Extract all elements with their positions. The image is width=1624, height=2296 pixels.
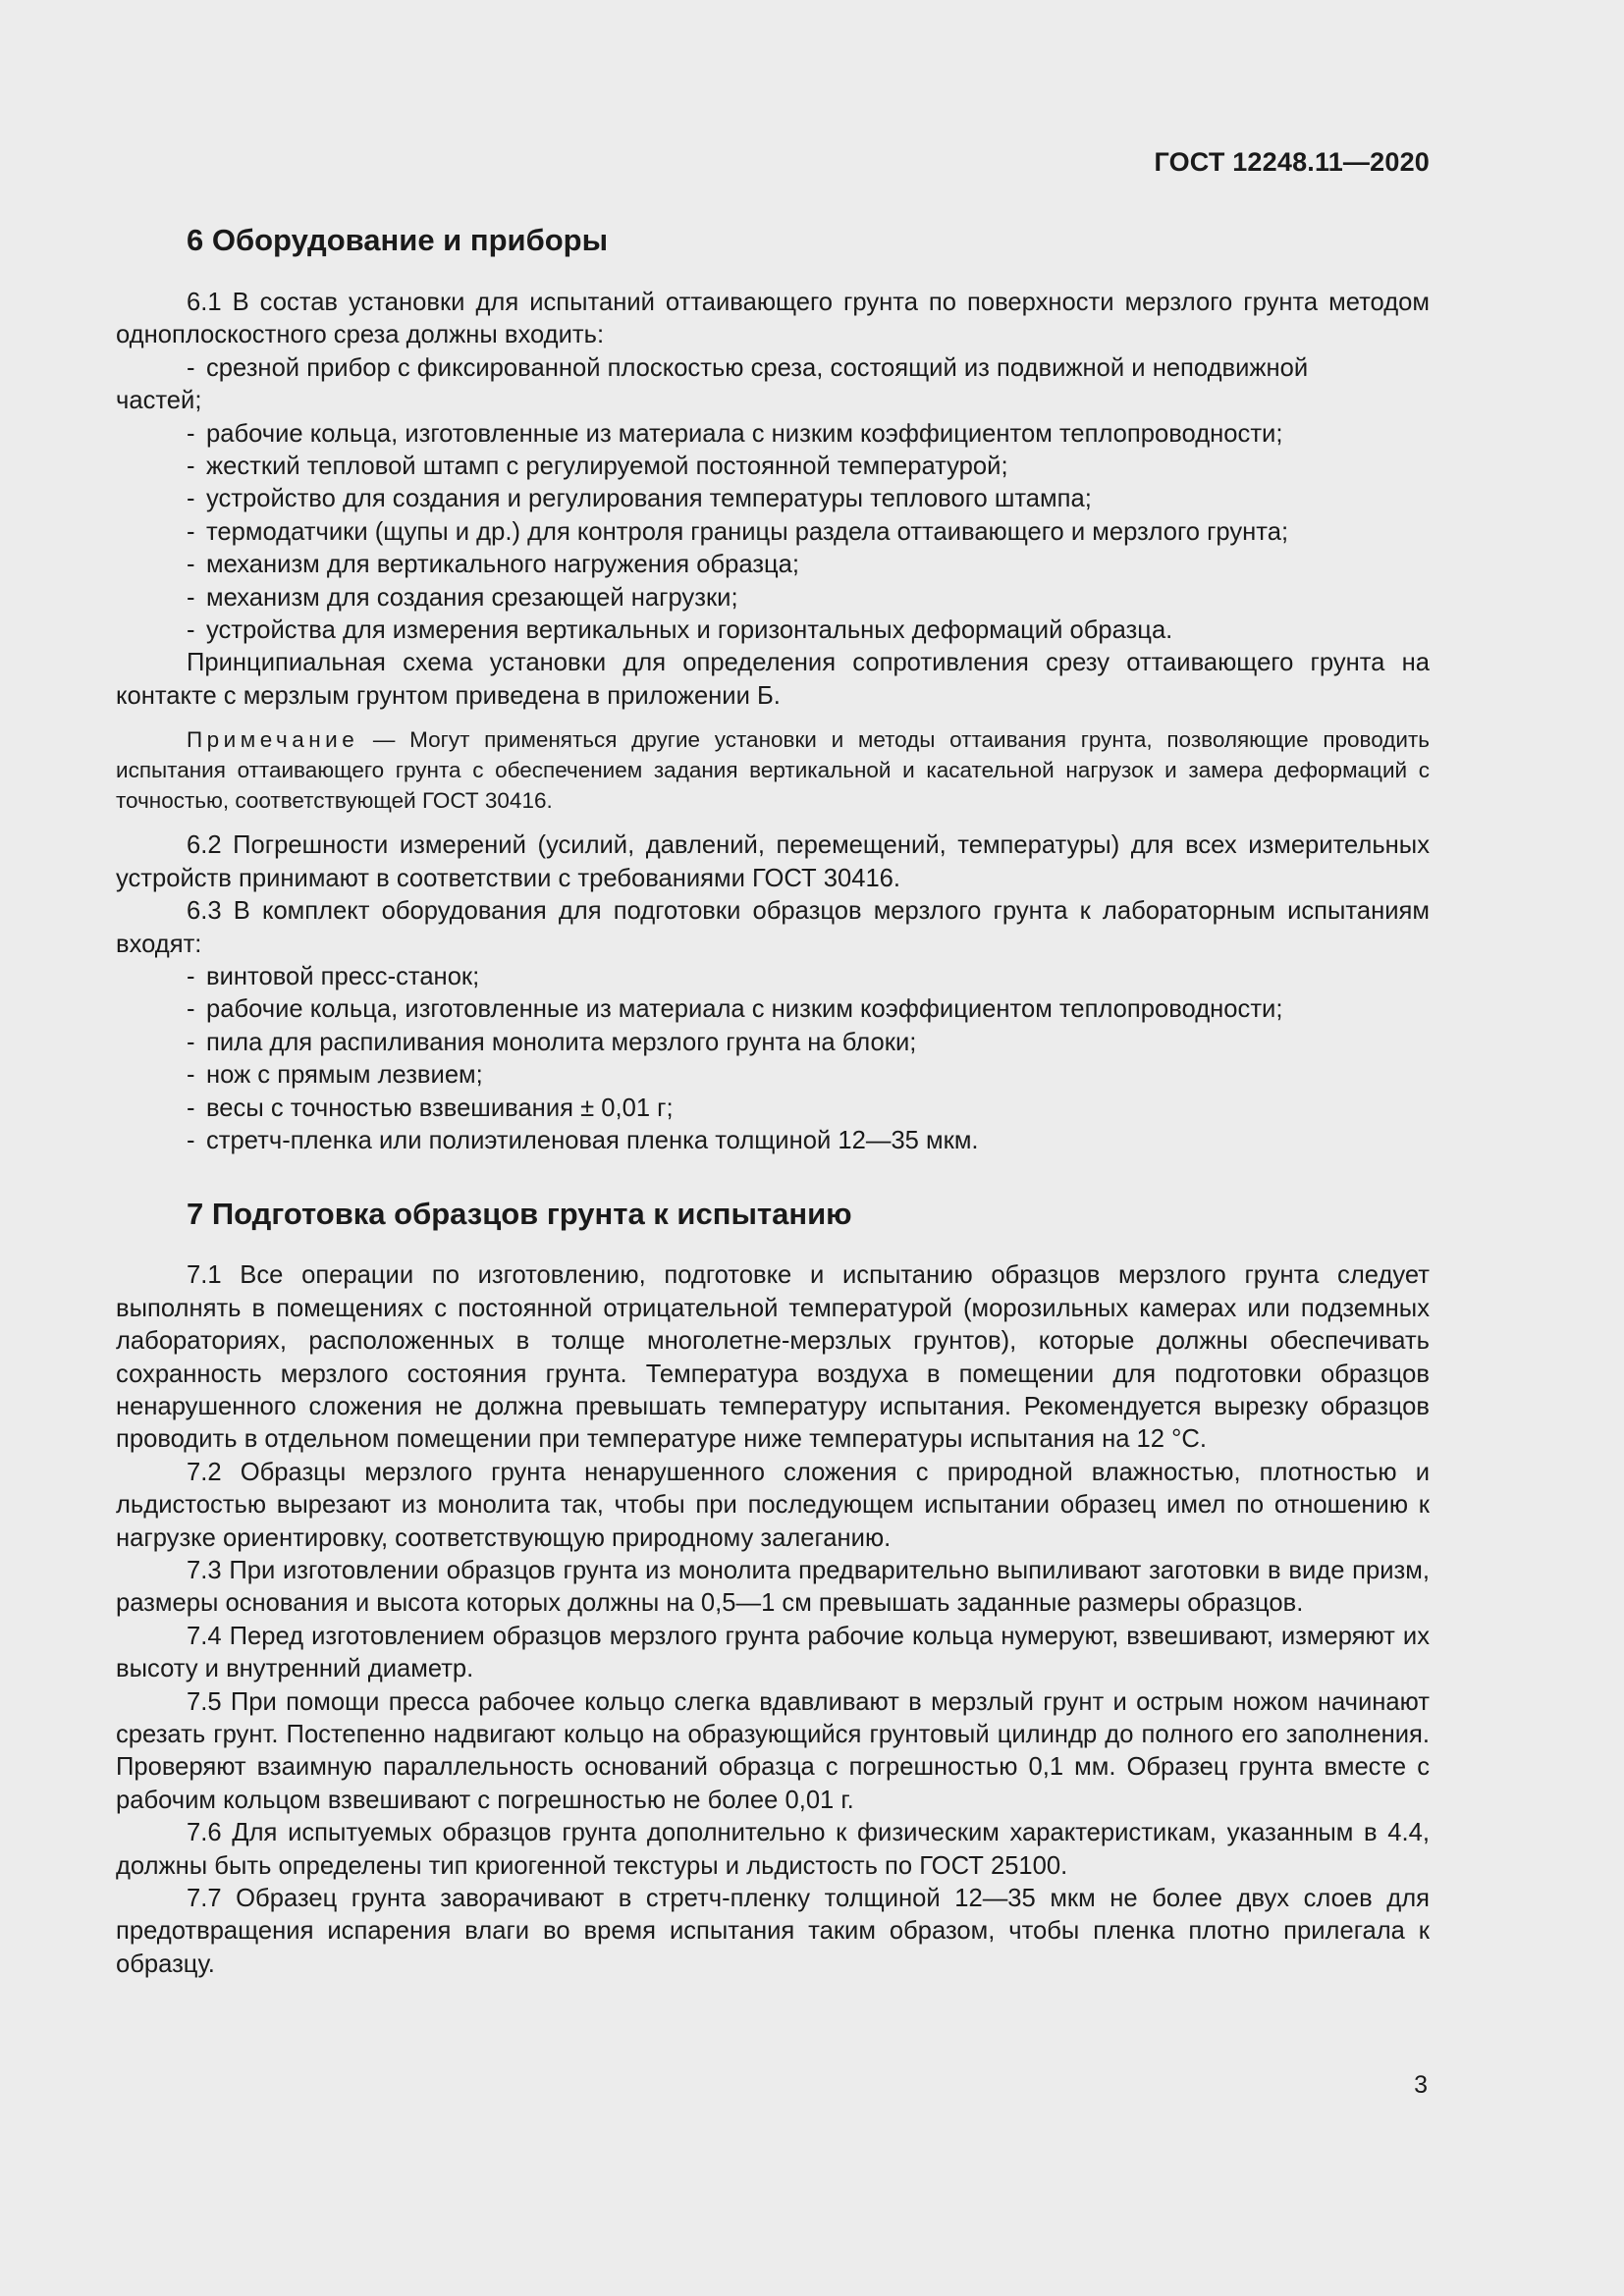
list-item-text: термодатчики (щупы и др.) для контроля границы раздела оттаивающего и мерзлого грунта; [206,517,1289,546]
list-item-text: рабочие кольца, изготовленные из материала с низким коэффициентом теплопроводности; [206,419,1283,448]
list-item: - пила для распиливания монолита мерзлого грунта на блоки; [187,1028,917,1056]
list-item: - устройство для создания и регулирования температуры теплового штампа; [187,485,1092,513]
list-item: - винтовой пресс-станок; [187,962,480,990]
list-item-text: винтовой пресс-станок; [206,962,480,990]
list-item: - механизм для вертикального нагружения образца; [187,551,800,579]
paragraph-7-6: 7.6 Для испытуемых образцов грунта дополнительно к физическим характеристикам, указанным в 4.4, должны быть определены тип криогенной текстуры и льдистость по ГОСТ 25100. [116,1819,1430,1880]
list-item-text: устройство для создания и регулирования температуры теплового штампа; [206,485,1092,513]
list-item-text: жесткий тепловой штамп с регулируемой постоянной температурой; [206,453,1008,481]
list-item-text: весы с точностью взвешивания ± 0,01 г; [206,1094,674,1122]
list-item: - стретч-пленка или полиэтиленовая пленка толщиной 12—35 мкм. [187,1126,979,1154]
list-item: - устройства для измерения вертикальных и горизонтальных деформаций образца. [187,616,1173,645]
paragraph-7-3: 7.3 При изготовлении образцов грунта из монолита предварительно выпиливают заготовки в виде призм, размеры основания и высота которых должны на 0,5—1 см превышать заданные размеры образцов. [116,1557,1430,1618]
list-item: - рабочие кольца, изготовленные из материала с низким коэффициентом теплопроводности; [187,419,1283,448]
list-item-text: механизм для вертикального нагружения образца; [206,551,800,579]
paragraph-6-1: 6.1 В состав установки для испытаний оттаивающего грунта по поверхности мерзлого грунта методом одноплоскостного среза должны входить: [116,289,1430,349]
list-item-text: срезной прибор с фиксированной плоскостью среза, состоящий из подвижной и неподвижной [206,353,1309,382]
paragraph-7-4: 7.4 Перед изготовлением образцов мерзлого грунта рабочие кольца нумеруют, взвешивают, измеряют их высоту и внутренний диаметр. [116,1622,1430,1683]
page-content [116,221,1430,1981]
note-text: — Могут применяться другие установки и методы оттаивания грунта, позволяющие проводить испытания оттаивающего грунта с обеспечением задания вертикальной и касательной нагрузок и замера деформаций с точностью, соответствующей ГОСТ 30416. [116,727,1430,814]
page-number: 3 [1414,2071,1428,2099]
section-7-title: 7 Подготовка образцов грунта к испытанию [187,1197,852,1232]
note-label: Примечание [187,727,359,753]
list-item-text: рабочие кольца, изготовленные из материала с низким коэффициентом теплопроводности; [206,995,1283,1024]
list-item-text: нож с прямым лезвием; [206,1061,483,1090]
paragraph-7-7: 7.7 Образец грунта заворачивают в стретч-пленку толщиной 12—35 мкм не более двух слоев для предотвращения испарения влаги во время испытания таким образом, чтобы пленка плотно прилегала к образцу. [116,1885,1430,1978]
section-6-title: 6 Оборудование и приборы [187,223,609,257]
list-item: - весы с точностью взвешивания ± 0,01 г; [187,1094,674,1122]
list-item: - рабочие кольца, изготовленные из материала с низким коэффициентом теплопроводности; [187,995,1283,1024]
list-item-text: механизм для создания срезающей нагрузки; [206,583,738,612]
list-item: - термодатчики (щупы и др.) для контроля границы раздела оттаивающего и мерзлого грунта; [187,517,1289,546]
list-item: - срезной прибор с фиксированной плоскостью среза, состоящий из подвижной и неподвижной частей; [116,352,1430,418]
paragraph-scheme: Принципиальная схема установки для определения сопротивления срезу оттаивающего грунта на контакте с мерзлым грунтом приведена в приложении Б. [116,649,1430,710]
list-item-text: стретч-пленка или полиэтиленовая пленка толщиной 12—35 мкм. [206,1126,979,1154]
list-item: - механизм для создания срезающей нагрузки; [187,583,738,612]
document-code: ГОСТ 12248.11—2020 [1154,147,1430,177]
list-item: - жесткий тепловой штамп с регулируемой постоянной температурой; [187,453,1008,481]
list-item-text: устройства для измерения вертикальных и горизонтальных деформаций образца. [206,616,1173,645]
paragraph-7-5: 7.5 При помощи пресса рабочее кольцо слегка вдавливают в мерзлый грунт и острым ножом начинают срезать грунт. Постепенно надвигают кольцо на образующийся грунтовый цилиндр до полного его заполнения. Проверяют взаимную параллельность оснований образца с погрешностью 0,1 мм. Образец грунта вместе с рабочим кольцом взвешивают с погрешностью не более 0,01 г. [116,1687,1430,1814]
note [116,724,1430,816]
paragraph-7-2: 7.2 Образцы мерзлого грунта ненарушенного сложения с природной влажностью, плотностью и льдистостью вырезают из монолита так, чтобы при последующем испытании образец имел по отношению к нагрузке ориентировку, соответствующую природному залеганию. [116,1458,1430,1552]
paragraph-6-2: 6.2 Погрешности измерений (усилий, давлений, перемещений, температуры) для всех измерительных устройств принимают в соответствии с требованиями ГОСТ 30416. [116,831,1430,892]
paragraph-7-1: 7.1 Все операции по изготовлению, подготовке и испытанию образцов мерзлого грунта следует выполнять в помещениях с постоянной отрицательной температурой (морозильных камерах или подземных лабораториях, расположенных в толще многолетне-мерзлых грунтов), которые должны обеспечивать сохранность мерзлого состояния грунта. Температура воздуха в помещении для подготовки образцов ненарушенного сложения не должна превышать температуру испытания. Рекомендуется вырезку образцов проводить в отдельном помещении при температуре ниже температуры испытания на 12 °С. [116,1261,1430,1454]
list-item-text: пила для распиливания монолита мерзлого грунта на блоки; [206,1028,917,1056]
list-item: - нож с прямым лезвием; [187,1061,483,1090]
list-item-continuation: частей; [116,387,202,415]
paragraph-6-3: 6.3 В комплект оборудования для подготовки образцов мерзлого грунта к лабораторным испытаниям входят: [116,897,1430,958]
